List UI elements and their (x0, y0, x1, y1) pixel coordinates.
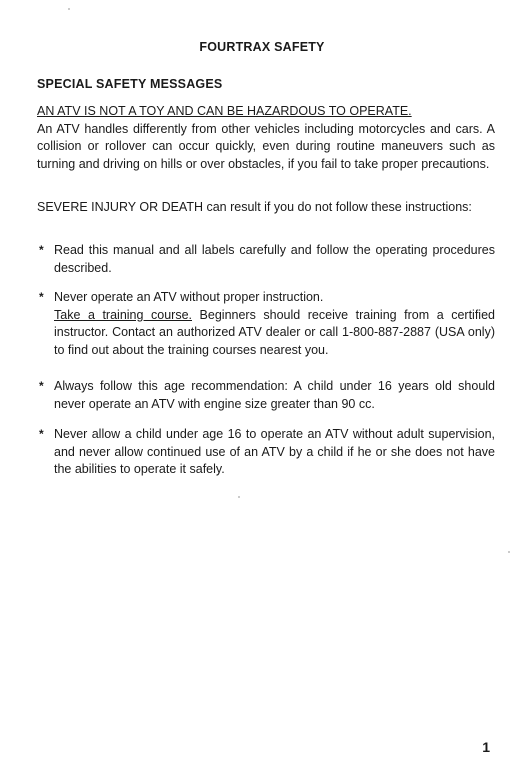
bullet-icon: * (39, 243, 44, 257)
bullet-item-child-supervision (37, 426, 495, 479)
page-number: 1 (482, 739, 490, 755)
warning-text: An ATV handles differently from other vehicles including motorcycles and cars. A collision or rollover can occur quickly, even during routine maneuvers such as turning and driving on hills or over obstacles, if you fail to take proper precautions. (37, 121, 495, 171)
bullet-item-read-manual (37, 242, 495, 277)
scan-speck (508, 551, 510, 553)
bullet-item-instruction (37, 289, 495, 359)
bullet-text: Never allow a child under age 16 to operate an ATV without adult supervision, and never allow continued use of an ATV by a child if he or she does not have the abilities to operate it safely. (54, 427, 495, 476)
training-course-text: Beginners should receive training from a certified instructor. Contact an authorized ATV dealer or call 1-800-887-2887 (USA only) to find out about the training courses nearest you. (54, 307, 495, 357)
scan-speck (68, 8, 70, 10)
bullet-list (37, 289, 495, 359)
bullet-list (37, 378, 495, 413)
bullet-text: Always follow this age recommendation: A child under 16 years old should never operate an ATV with engine size greater than 90 cc. (54, 379, 495, 411)
bullet-item-age (37, 378, 495, 413)
bullet-icon: * (39, 379, 44, 393)
severe-injury-paragraph: SEVERE INJURY OR DEATH can result if you do not follow these instructions: (37, 200, 472, 214)
training-course-lead: Take a training course. (54, 307, 192, 322)
bullet-icon: * (39, 290, 44, 304)
page-title: FOURTRAX SAFETY (199, 40, 325, 54)
section-heading: SPECIAL SAFETY MESSAGES (37, 77, 223, 91)
warning-paragraph (37, 103, 495, 173)
bullet-list (37, 242, 495, 277)
warning-lead: AN ATV IS NOT A TOY AND CAN BE HAZARDOUS TO OPERATE. (37, 104, 412, 118)
bullet-text: Never operate an ATV without proper instruction. (54, 290, 324, 304)
bullet-text: Read this manual and all labels carefully and follow the operating procedures described. (54, 243, 495, 275)
scan-speck (238, 496, 240, 498)
bullet-list (37, 426, 495, 479)
bullet-icon: * (39, 427, 44, 441)
